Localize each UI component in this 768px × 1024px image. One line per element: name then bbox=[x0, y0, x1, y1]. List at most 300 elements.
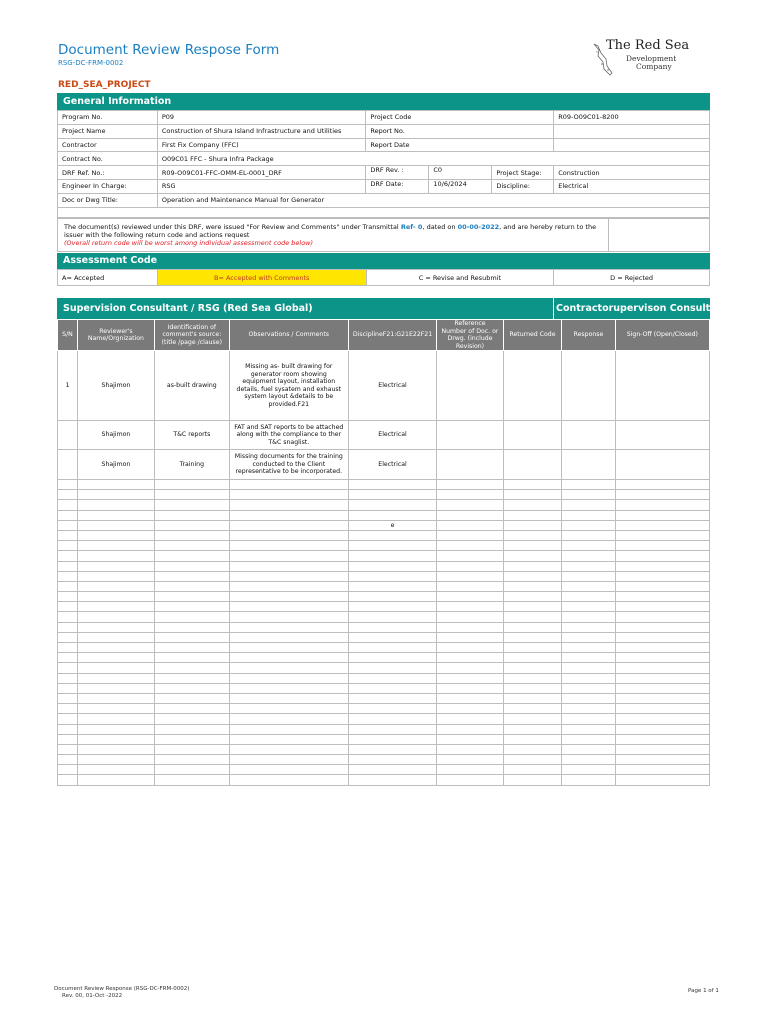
empty-cell[interactable] bbox=[229, 561, 348, 571]
empty-cell[interactable] bbox=[562, 592, 616, 602]
empty-cell[interactable] bbox=[348, 510, 436, 520]
empty-cell[interactable] bbox=[154, 693, 229, 703]
empty-cell[interactable] bbox=[77, 480, 154, 490]
empty-cell[interactable] bbox=[437, 663, 504, 673]
empty-cell[interactable] bbox=[229, 480, 348, 490]
empty-cell[interactable] bbox=[562, 714, 616, 724]
footer-revision: Rev. 00, 01-Oct -2022 bbox=[62, 993, 123, 999]
empty-cell[interactable] bbox=[229, 541, 348, 551]
empty-cell[interactable] bbox=[77, 530, 154, 540]
empty-cell[interactable] bbox=[503, 724, 561, 734]
empty-cell[interactable] bbox=[348, 704, 436, 714]
empty-cell[interactable] bbox=[503, 592, 561, 602]
empty-cell[interactable] bbox=[229, 490, 348, 500]
empty-cell[interactable] bbox=[58, 510, 78, 520]
empty-cell[interactable] bbox=[437, 673, 504, 683]
empty-cell[interactable] bbox=[615, 622, 709, 632]
empty-cell[interactable] bbox=[562, 480, 616, 490]
empty-cell[interactable] bbox=[615, 592, 709, 602]
empty-cell[interactable] bbox=[503, 714, 561, 724]
empty-cell[interactable] bbox=[437, 734, 504, 744]
empty-cell[interactable] bbox=[229, 673, 348, 683]
empty-cell[interactable] bbox=[58, 541, 78, 551]
row-response[interactable] bbox=[562, 351, 616, 421]
empty-cell[interactable] bbox=[562, 500, 616, 510]
empty-cell[interactable] bbox=[503, 775, 561, 785]
empty-cell[interactable] bbox=[562, 724, 616, 734]
code-a: A= Accepted bbox=[58, 270, 158, 286]
empty-cell[interactable] bbox=[615, 765, 709, 775]
row-reviewer: Shajimon bbox=[77, 450, 154, 480]
empty-cell[interactable] bbox=[615, 704, 709, 714]
empty-cell[interactable] bbox=[77, 581, 154, 591]
empty-cell[interactable] bbox=[77, 714, 154, 724]
empty-cell[interactable] bbox=[229, 581, 348, 591]
row-returned-code[interactable] bbox=[503, 351, 561, 421]
table-row bbox=[58, 704, 710, 714]
empty-cell[interactable] bbox=[437, 714, 504, 724]
empty-cell[interactable] bbox=[348, 765, 436, 775]
empty-cell[interactable] bbox=[77, 704, 154, 714]
empty-cell[interactable] bbox=[562, 510, 616, 520]
empty-cell[interactable] bbox=[615, 663, 709, 673]
empty-cell[interactable] bbox=[562, 744, 616, 754]
empty-cell[interactable] bbox=[615, 520, 709, 530]
empty-cell[interactable] bbox=[58, 500, 78, 510]
empty-cell[interactable] bbox=[229, 653, 348, 663]
empty-cell[interactable] bbox=[154, 663, 229, 673]
empty-cell[interactable] bbox=[562, 520, 616, 530]
row-signoff[interactable] bbox=[615, 450, 709, 480]
empty-cell[interactable] bbox=[437, 480, 504, 490]
empty-cell[interactable] bbox=[154, 592, 229, 602]
empty-cell[interactable] bbox=[503, 693, 561, 703]
empty-cell[interactable] bbox=[503, 632, 561, 642]
empty-cell[interactable] bbox=[77, 622, 154, 632]
empty-cell[interactable] bbox=[58, 602, 78, 612]
empty-cell[interactable] bbox=[77, 734, 154, 744]
empty-cell[interactable] bbox=[154, 775, 229, 785]
empty-cell[interactable] bbox=[562, 734, 616, 744]
empty-cell[interactable] bbox=[58, 673, 78, 683]
empty-cell[interactable] bbox=[77, 612, 154, 622]
empty-cell[interactable] bbox=[348, 530, 436, 540]
empty-cell[interactable] bbox=[562, 612, 616, 622]
empty-cell[interactable] bbox=[58, 530, 78, 540]
empty-cell[interactable] bbox=[229, 683, 348, 693]
empty-cell[interactable] bbox=[437, 744, 504, 754]
empty-cell[interactable] bbox=[348, 683, 436, 693]
empty-cell[interactable] bbox=[77, 653, 154, 663]
empty-cell[interactable] bbox=[615, 632, 709, 642]
empty-cell[interactable] bbox=[154, 602, 229, 612]
empty-cell[interactable] bbox=[58, 632, 78, 642]
empty-cell[interactable] bbox=[437, 693, 504, 703]
empty-cell[interactable] bbox=[154, 541, 229, 551]
empty-cell[interactable] bbox=[348, 571, 436, 581]
empty-cell[interactable] bbox=[562, 602, 616, 612]
empty-cell[interactable] bbox=[503, 622, 561, 632]
empty-cell[interactable] bbox=[58, 622, 78, 632]
empty-cell[interactable] bbox=[615, 734, 709, 744]
empty-cell[interactable] bbox=[615, 541, 709, 551]
empty-cell[interactable] bbox=[154, 683, 229, 693]
empty-cell[interactable] bbox=[58, 744, 78, 754]
empty-cell[interactable] bbox=[77, 744, 154, 754]
empty-cell[interactable] bbox=[615, 755, 709, 765]
empty-cell[interactable] bbox=[562, 622, 616, 632]
empty-cell[interactable] bbox=[229, 663, 348, 673]
empty-cell[interactable] bbox=[77, 643, 154, 653]
value-report-date[interactable] bbox=[554, 138, 710, 152]
empty-cell[interactable] bbox=[77, 724, 154, 734]
empty-cell[interactable] bbox=[348, 653, 436, 663]
empty-cell[interactable] bbox=[437, 561, 504, 571]
empty-cell[interactable] bbox=[154, 724, 229, 734]
empty-cell[interactable] bbox=[154, 622, 229, 632]
empty-cell[interactable] bbox=[154, 561, 229, 571]
empty-cell[interactable] bbox=[615, 693, 709, 703]
empty-cell[interactable] bbox=[437, 571, 504, 581]
empty-cell[interactable] bbox=[615, 490, 709, 500]
empty-cell[interactable] bbox=[348, 673, 436, 683]
empty-cell[interactable] bbox=[348, 643, 436, 653]
empty-cell[interactable] bbox=[58, 480, 78, 490]
empty-cell[interactable] bbox=[437, 510, 504, 520]
empty-cell[interactable] bbox=[503, 744, 561, 754]
empty-cell[interactable] bbox=[615, 571, 709, 581]
empty-cell[interactable] bbox=[503, 561, 561, 571]
empty-cell[interactable] bbox=[437, 592, 504, 602]
empty-cell[interactable] bbox=[229, 765, 348, 775]
empty-cell[interactable] bbox=[562, 765, 616, 775]
empty-cell[interactable] bbox=[229, 744, 348, 754]
row-signoff[interactable] bbox=[615, 351, 709, 421]
empty-cell[interactable] bbox=[77, 663, 154, 673]
empty-cell[interactable] bbox=[77, 551, 154, 561]
empty-cell[interactable] bbox=[77, 541, 154, 551]
empty-cell[interactable] bbox=[77, 632, 154, 642]
empty-cell[interactable] bbox=[229, 755, 348, 765]
empty-cell[interactable] bbox=[615, 530, 709, 540]
empty-cell[interactable] bbox=[503, 602, 561, 612]
empty-cell[interactable] bbox=[77, 561, 154, 571]
empty-cell[interactable] bbox=[503, 510, 561, 520]
empty-cell[interactable] bbox=[229, 714, 348, 724]
empty-cell[interactable] bbox=[58, 592, 78, 602]
row-reference[interactable] bbox=[437, 421, 504, 450]
row-reference[interactable] bbox=[437, 351, 504, 421]
empty-cell[interactable] bbox=[348, 561, 436, 571]
empty-cell[interactable] bbox=[154, 612, 229, 622]
empty-cell[interactable] bbox=[58, 755, 78, 765]
empty-cell[interactable] bbox=[503, 643, 561, 653]
empty-cell[interactable] bbox=[503, 734, 561, 744]
empty-cell[interactable] bbox=[154, 744, 229, 754]
empty-cell[interactable] bbox=[503, 765, 561, 775]
empty-cell[interactable] bbox=[615, 673, 709, 683]
empty-cell[interactable] bbox=[615, 551, 709, 561]
empty-cell[interactable] bbox=[154, 653, 229, 663]
empty-cell[interactable] bbox=[348, 602, 436, 612]
empty-cell[interactable] bbox=[437, 520, 504, 530]
empty-cell[interactable] bbox=[615, 500, 709, 510]
empty-cell[interactable] bbox=[154, 755, 229, 765]
empty-cell[interactable] bbox=[615, 612, 709, 622]
empty-cell[interactable] bbox=[348, 551, 436, 561]
col-signoff: Sign-Off (Open/Closed) bbox=[615, 320, 709, 351]
empty-cell[interactable] bbox=[562, 775, 616, 785]
empty-cell[interactable] bbox=[562, 704, 616, 714]
empty-cell[interactable] bbox=[229, 592, 348, 602]
empty-cell[interactable] bbox=[503, 653, 561, 663]
empty-cell[interactable] bbox=[348, 775, 436, 785]
empty-cell[interactable] bbox=[58, 683, 78, 693]
empty-cell[interactable] bbox=[154, 520, 229, 530]
empty-cell[interactable] bbox=[615, 643, 709, 653]
empty-cell[interactable] bbox=[77, 520, 154, 530]
empty-cell[interactable] bbox=[77, 592, 154, 602]
empty-cell[interactable] bbox=[77, 765, 154, 775]
empty-cell[interactable] bbox=[437, 581, 504, 591]
empty-cell[interactable] bbox=[229, 704, 348, 714]
empty-cell[interactable] bbox=[562, 561, 616, 571]
empty-cell[interactable] bbox=[154, 571, 229, 581]
empty-cell[interactable] bbox=[58, 734, 78, 744]
empty-cell[interactable] bbox=[77, 571, 154, 581]
empty-cell[interactable] bbox=[562, 683, 616, 693]
empty-cell[interactable] bbox=[562, 663, 616, 673]
value-discipline: Electrical bbox=[554, 179, 710, 193]
empty-cell[interactable] bbox=[154, 551, 229, 561]
empty-cell[interactable] bbox=[229, 602, 348, 612]
logo-line-1: The Red Sea bbox=[606, 38, 690, 53]
empty-cell[interactable] bbox=[154, 490, 229, 500]
empty-cell[interactable] bbox=[562, 571, 616, 581]
empty-cell[interactable] bbox=[615, 744, 709, 754]
empty-cell[interactable] bbox=[154, 632, 229, 642]
empty-cell[interactable] bbox=[58, 571, 78, 581]
value-stage: Construction bbox=[554, 166, 710, 180]
empty-cell[interactable] bbox=[348, 632, 436, 642]
value-contractor: First Fix Company (FFC) bbox=[157, 138, 366, 152]
contractor-label: Contractor bbox=[556, 303, 614, 314]
empty-cell[interactable] bbox=[58, 724, 78, 734]
empty-cell[interactable] bbox=[77, 510, 154, 520]
empty-cell[interactable] bbox=[437, 755, 504, 765]
empty-cell[interactable] bbox=[229, 643, 348, 653]
empty-cell[interactable] bbox=[77, 602, 154, 612]
empty-cell[interactable] bbox=[229, 520, 348, 530]
empty-cell[interactable] bbox=[437, 683, 504, 693]
empty-cell[interactable] bbox=[562, 643, 616, 653]
empty-cell[interactable] bbox=[58, 714, 78, 724]
empty-cell[interactable] bbox=[562, 755, 616, 765]
empty-cell[interactable] bbox=[615, 714, 709, 724]
empty-cell[interactable] bbox=[437, 765, 504, 775]
empty-cell[interactable] bbox=[437, 602, 504, 612]
empty-cell[interactable] bbox=[77, 693, 154, 703]
empty-cell[interactable] bbox=[77, 500, 154, 510]
empty-cell[interactable] bbox=[503, 683, 561, 693]
empty-cell[interactable] bbox=[437, 775, 504, 785]
empty-cell[interactable] bbox=[77, 775, 154, 785]
empty-cell[interactable] bbox=[437, 490, 504, 500]
empty-cell[interactable] bbox=[58, 653, 78, 663]
empty-cell[interactable] bbox=[562, 551, 616, 561]
empty-cell[interactable] bbox=[58, 663, 78, 673]
empty-cell[interactable] bbox=[154, 510, 229, 520]
empty-cell[interactable] bbox=[229, 530, 348, 540]
value-report-no[interactable] bbox=[554, 124, 710, 138]
empty-cell[interactable] bbox=[615, 683, 709, 693]
empty-cell[interactable] bbox=[229, 632, 348, 642]
empty-cell[interactable] bbox=[154, 480, 229, 490]
row-reference[interactable] bbox=[437, 450, 504, 480]
empty-cell[interactable] bbox=[615, 724, 709, 734]
empty-cell[interactable] bbox=[58, 612, 78, 622]
empty-cell[interactable] bbox=[437, 541, 504, 551]
empty-cell[interactable] bbox=[77, 490, 154, 500]
empty-cell[interactable] bbox=[348, 622, 436, 632]
empty-cell[interactable] bbox=[437, 704, 504, 714]
empty-cell[interactable] bbox=[348, 500, 436, 510]
empty-cell[interactable] bbox=[348, 480, 436, 490]
empty-cell[interactable] bbox=[154, 643, 229, 653]
empty-cell[interactable] bbox=[154, 714, 229, 724]
row-discipline: Electrical bbox=[348, 421, 436, 450]
empty-cell[interactable] bbox=[229, 500, 348, 510]
empty-cell[interactable] bbox=[58, 693, 78, 703]
empty-cell[interactable] bbox=[58, 520, 78, 530]
empty-cell[interactable] bbox=[437, 653, 504, 663]
empty-cell[interactable] bbox=[77, 683, 154, 693]
empty-cell[interactable] bbox=[562, 693, 616, 703]
empty-cell[interactable] bbox=[437, 632, 504, 642]
empty-cell[interactable] bbox=[437, 643, 504, 653]
empty-cell[interactable] bbox=[154, 500, 229, 510]
empty-cell[interactable] bbox=[615, 775, 709, 785]
empty-cell[interactable] bbox=[615, 561, 709, 571]
empty-cell[interactable] bbox=[503, 500, 561, 510]
empty-cell[interactable] bbox=[503, 581, 561, 591]
empty-cell[interactable] bbox=[229, 612, 348, 622]
row-response[interactable] bbox=[562, 421, 616, 450]
empty-cell[interactable] bbox=[562, 632, 616, 642]
empty-cell[interactable] bbox=[437, 622, 504, 632]
empty-cell[interactable] bbox=[615, 653, 709, 663]
empty-cell[interactable] bbox=[154, 765, 229, 775]
empty-cell[interactable] bbox=[437, 551, 504, 561]
empty-cell[interactable] bbox=[77, 755, 154, 765]
row-signoff[interactable] bbox=[615, 421, 709, 450]
empty-cell[interactable] bbox=[503, 520, 561, 530]
empty-cell[interactable] bbox=[437, 724, 504, 734]
empty-cell[interactable] bbox=[503, 571, 561, 581]
empty-cell[interactable] bbox=[229, 775, 348, 785]
code-b: B= Accepted with Comments bbox=[157, 270, 366, 286]
row-returned-code[interactable] bbox=[503, 421, 561, 450]
empty-cell[interactable] bbox=[503, 673, 561, 683]
empty-cell[interactable] bbox=[615, 480, 709, 490]
empty-cell[interactable] bbox=[58, 643, 78, 653]
empty-cell[interactable] bbox=[348, 693, 436, 703]
empty-cell[interactable] bbox=[229, 693, 348, 703]
row-returned-code[interactable] bbox=[503, 450, 561, 480]
empty-cell[interactable] bbox=[437, 530, 504, 540]
label-drf-rev: DRF Rev. : bbox=[366, 166, 429, 179]
empty-cell[interactable] bbox=[437, 500, 504, 510]
empty-cell[interactable] bbox=[154, 673, 229, 683]
empty-cell[interactable] bbox=[562, 530, 616, 540]
empty-cell[interactable] bbox=[562, 673, 616, 683]
empty-cell[interactable] bbox=[348, 490, 436, 500]
empty-cell[interactable] bbox=[58, 551, 78, 561]
empty-cell[interactable] bbox=[503, 755, 561, 765]
empty-cell[interactable] bbox=[348, 581, 436, 591]
empty-cell[interactable] bbox=[503, 663, 561, 673]
empty-cell[interactable] bbox=[503, 490, 561, 500]
empty-cell[interactable] bbox=[503, 530, 561, 540]
empty-cell[interactable] bbox=[58, 561, 78, 571]
empty-cell[interactable] bbox=[229, 510, 348, 520]
empty-cell[interactable] bbox=[562, 581, 616, 591]
empty-cell[interactable] bbox=[348, 663, 436, 673]
empty-cell[interactable] bbox=[562, 490, 616, 500]
empty-cell[interactable] bbox=[58, 704, 78, 714]
empty-cell[interactable] bbox=[154, 581, 229, 591]
empty-cell[interactable] bbox=[503, 612, 561, 622]
empty-cell[interactable] bbox=[154, 734, 229, 744]
empty-cell[interactable] bbox=[503, 551, 561, 561]
empty-cell[interactable] bbox=[58, 490, 78, 500]
value-drf-ref: R09-O09C01-FFC-OMM-EL-0001_DRF bbox=[157, 166, 366, 180]
empty-cell[interactable] bbox=[154, 530, 229, 540]
empty-cell[interactable] bbox=[615, 581, 709, 591]
empty-cell[interactable] bbox=[229, 734, 348, 744]
empty-cell[interactable] bbox=[503, 541, 561, 551]
empty-cell[interactable] bbox=[58, 775, 78, 785]
empty-cell[interactable] bbox=[348, 755, 436, 765]
empty-cell[interactable] bbox=[615, 602, 709, 612]
row-response[interactable] bbox=[562, 450, 616, 480]
empty-cell[interactable] bbox=[348, 734, 436, 744]
empty-cell[interactable] bbox=[154, 704, 229, 714]
empty-cell[interactable] bbox=[58, 765, 78, 775]
stray-mark-cell[interactable]: e bbox=[348, 520, 436, 530]
empty-cell[interactable] bbox=[562, 541, 616, 551]
empty-cell[interactable] bbox=[229, 551, 348, 561]
empty-cell[interactable] bbox=[229, 622, 348, 632]
empty-cell[interactable] bbox=[348, 541, 436, 551]
empty-cell[interactable] bbox=[503, 704, 561, 714]
empty-cell[interactable] bbox=[348, 724, 436, 734]
table-row bbox=[58, 551, 710, 561]
empty-cell[interactable] bbox=[58, 581, 78, 591]
empty-cell[interactable] bbox=[348, 592, 436, 602]
empty-cell[interactable] bbox=[229, 724, 348, 734]
empty-cell[interactable] bbox=[348, 744, 436, 754]
empty-cell[interactable] bbox=[348, 714, 436, 724]
empty-cell[interactable] bbox=[437, 612, 504, 622]
empty-cell[interactable] bbox=[348, 612, 436, 622]
empty-cell[interactable] bbox=[615, 510, 709, 520]
empty-cell[interactable] bbox=[229, 571, 348, 581]
value-drf-rev: C0 bbox=[433, 166, 443, 175]
empty-cell[interactable] bbox=[562, 653, 616, 663]
empty-cell[interactable] bbox=[503, 480, 561, 490]
empty-cell[interactable] bbox=[77, 673, 154, 683]
